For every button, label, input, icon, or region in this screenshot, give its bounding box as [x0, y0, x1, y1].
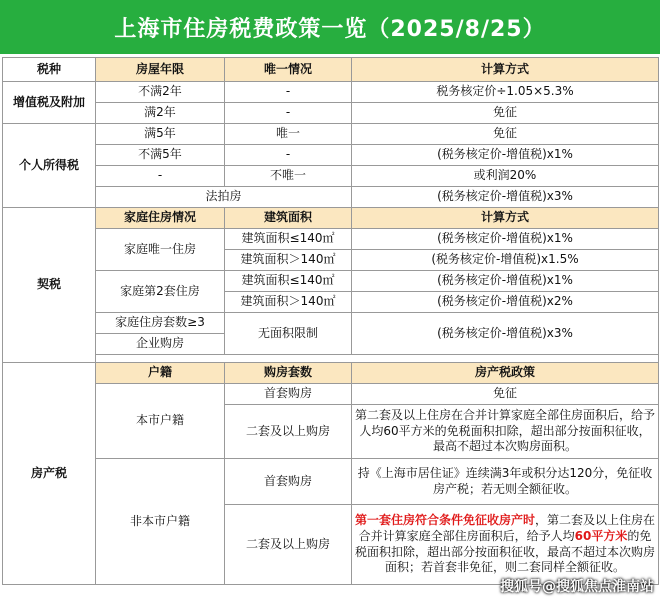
deed-calc: (税务核定价-增值税)x2%	[352, 292, 659, 313]
tax-policy-table	[2, 57, 659, 585]
deed-third-calc: (税务核定价-增值税)x3%	[352, 313, 659, 355]
vat-years: 不满2年	[96, 82, 225, 103]
page-title: 上海市住房税费政策一览（2025/8/25）	[0, 0, 660, 54]
deed-area: 建筑面积＞140㎡	[225, 250, 352, 271]
property-policy-nonlocal-second	[352, 505, 659, 585]
vat-calc: 税务核定价÷1.05×5.3%	[352, 82, 659, 103]
deed-spacer	[96, 355, 659, 363]
highlight-text: 60平方米	[574, 528, 628, 543]
pit-only: 不唯一	[225, 166, 352, 187]
table-row	[3, 229, 659, 250]
deed-area: 建筑面积＞140㎡	[225, 292, 352, 313]
policy-text: 的免税面积扣除，超出部分按面积征收，最高不超过本次购房面积；若首套非免征，则二套	[354, 528, 655, 575]
deed-name: 契税	[3, 208, 96, 363]
header-only: 唯一情况	[225, 58, 352, 82]
property-header-row	[3, 363, 659, 384]
header-tax: 税种	[3, 58, 96, 82]
pit-only: 唯一	[225, 124, 352, 145]
header-calc: 计算方式	[352, 58, 659, 82]
pit-auction-label: 法拍房	[96, 187, 352, 208]
pit-only: -	[225, 145, 352, 166]
table-row	[3, 124, 659, 145]
vat-only: -	[225, 82, 352, 103]
pit-auction-calc: (税务核定价-增值税)x3%	[352, 187, 659, 208]
table-row	[3, 82, 659, 103]
watermark: 搜狐号@搜狐焦点淮南站	[500, 579, 654, 595]
table-row	[3, 271, 659, 292]
table-row	[3, 145, 659, 166]
property-count: 二套及以上购房	[225, 405, 352, 459]
table-row	[3, 459, 659, 505]
pit-calc: 或利润20%	[352, 166, 659, 187]
pit-years: -	[96, 166, 225, 187]
deed-calc: (税务核定价-增值税)x1%	[352, 229, 659, 250]
policy-text: 同样全额征收。	[541, 560, 626, 575]
table-row	[3, 313, 659, 334]
vat-only: -	[225, 103, 352, 124]
deed-enterprise-label: 企业购房	[96, 334, 225, 355]
table-row	[3, 166, 659, 187]
property-policy: 第二套及以上住房在合并计算家庭全部住房面积后，给予人均60平方米的免税面积扣除，超出部分按面积征收，最高不超过本次购房面积。	[352, 405, 659, 459]
pit-calc: 免征	[352, 124, 659, 145]
property-name: 房产税	[3, 363, 96, 585]
table-row	[3, 103, 659, 124]
property-count: 二套及以上购房	[225, 505, 352, 585]
table-header-row	[3, 58, 659, 82]
pit-name: 个人所得税	[3, 124, 96, 208]
deed-third-area: 无面积限制	[225, 313, 352, 355]
deed-area: 建筑面积≤140㎡	[225, 271, 352, 292]
pit-years: 不满5年	[96, 145, 225, 166]
property-header-policy: 房产税政策	[352, 363, 659, 384]
vat-years: 满2年	[96, 103, 225, 124]
property-count: 首套购房	[225, 459, 352, 505]
property-policy: 持《上海市居住证》连续满3年或积分达120分，免征收房产税；若无则全额征收。	[352, 459, 659, 505]
deed-calc: (税务核定价-增值税)x1.5%	[352, 250, 659, 271]
property-count: 首套购房	[225, 384, 352, 405]
pit-years: 满5年	[96, 124, 225, 145]
table-row	[3, 187, 659, 208]
deed-header-row	[3, 208, 659, 229]
property-header-count: 购房套数	[225, 363, 352, 384]
deed-header-area: 建筑面积	[225, 208, 352, 229]
vat-calc: 免征	[352, 103, 659, 124]
deed-calc: (税务核定价-增值税)x1%	[352, 271, 659, 292]
deed-header-calc: 计算方式	[352, 208, 659, 229]
table-spacer-row	[3, 355, 659, 363]
table-row	[3, 384, 659, 405]
deed-first-label: 家庭唯一住房	[96, 229, 225, 271]
property-header-household: 户籍	[96, 363, 225, 384]
pit-calc: (税务核定价-增值税)x1%	[352, 145, 659, 166]
property-nonlocal-label: 非本市户籍	[96, 459, 225, 585]
deed-header-family: 家庭住房情况	[96, 208, 225, 229]
policy-text: ，第二套及以上住房在合并计算家庭全部住房面积后，给予人均	[358, 513, 656, 543]
deed-area: 建筑面积≤140㎡	[225, 229, 352, 250]
vat-name: 增值税及附加	[3, 82, 96, 124]
property-local-label: 本市户籍	[96, 384, 225, 459]
deed-third-label: 家庭住房套数≥3	[96, 313, 225, 334]
header-years: 房屋年限	[96, 58, 225, 82]
deed-second-label: 家庭第2套住房	[96, 271, 225, 313]
highlight-text: 第一套住房符合条件免征收房产时	[354, 513, 535, 528]
property-policy: 免征	[352, 384, 659, 405]
